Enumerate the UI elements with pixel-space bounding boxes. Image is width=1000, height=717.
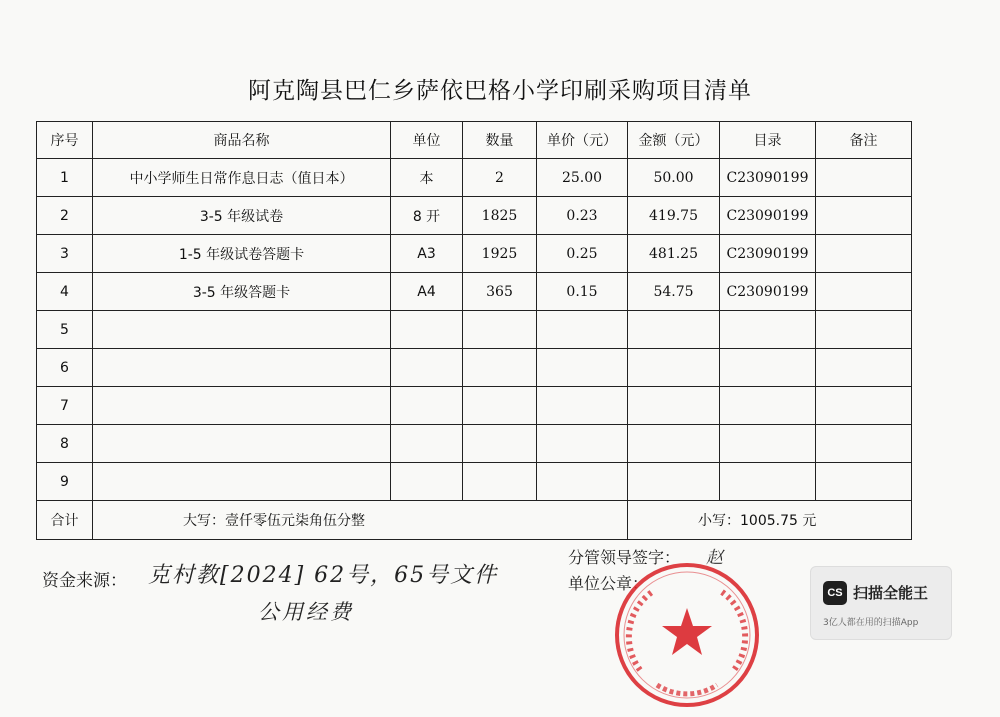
unit-price-cell	[537, 425, 628, 463]
amount-cell	[628, 463, 720, 501]
unit-cell	[391, 387, 463, 425]
item-name-cell: 3-5 年级试卷	[93, 197, 391, 235]
remarks-cell	[816, 425, 912, 463]
amount-cell	[628, 349, 720, 387]
funding-source-handwritten: 克村教[2024] 62号，65号文件	[148, 563, 499, 588]
unit-price-cell: 0.25	[537, 235, 628, 273]
header-cell: 单价（元）	[537, 122, 628, 159]
remarks-cell	[816, 235, 912, 273]
catalog-code-cell: C23090199	[720, 235, 816, 273]
total-amount-words: 大写：壹仟零伍元柒角伍分整	[93, 501, 628, 540]
unit-cell: A4	[391, 273, 463, 311]
leader-signature-label: 分管领导签字：	[568, 548, 681, 567]
quantity-cell: 365	[463, 273, 537, 311]
row-number-cell: 9	[37, 463, 93, 501]
table-row	[37, 197, 912, 235]
item-name-cell	[93, 387, 391, 425]
amount-cell: 481.25	[628, 235, 720, 273]
header-cell: 目录	[720, 122, 816, 159]
row-number-cell: 2	[37, 197, 93, 235]
quantity-cell	[463, 311, 537, 349]
quantity-cell	[463, 387, 537, 425]
quantity-cell	[463, 425, 537, 463]
unit-cell: 本	[391, 159, 463, 197]
remarks-cell	[816, 349, 912, 387]
row-number-cell: 5	[37, 311, 93, 349]
unit-price-cell: 0.23	[537, 197, 628, 235]
table-row	[37, 425, 912, 463]
unit-cell	[391, 425, 463, 463]
header-cell: 备注	[816, 122, 912, 159]
unit-price-cell	[537, 311, 628, 349]
leader-signature: 赵	[706, 548, 723, 568]
camscanner-watermark	[810, 566, 952, 640]
catalog-code-cell: C23090199	[720, 273, 816, 311]
amount-cell: 54.75	[628, 273, 720, 311]
catalog-code-cell	[720, 425, 816, 463]
unit-price-cell	[537, 387, 628, 425]
document-title: 阿克陶县巴仁乡萨依巴格小学印刷采购项目清单	[248, 78, 752, 104]
seal-star-icon	[662, 608, 712, 655]
unit-price-cell: 0.15	[537, 273, 628, 311]
remarks-cell	[816, 273, 912, 311]
amount-cell	[628, 311, 720, 349]
quantity-cell: 1825	[463, 197, 537, 235]
unit-cell: A3	[391, 235, 463, 273]
remarks-cell	[816, 197, 912, 235]
remarks-cell	[816, 311, 912, 349]
table-row	[37, 463, 912, 501]
item-name-cell	[93, 425, 391, 463]
row-number-cell: 8	[37, 425, 93, 463]
amount-cell	[628, 387, 720, 425]
total-label: 合计	[37, 501, 93, 540]
amount-cell: 419.75	[628, 197, 720, 235]
item-name-cell	[93, 463, 391, 501]
table-header-row	[37, 122, 912, 159]
total-row	[37, 501, 912, 540]
header-cell: 数量	[463, 122, 537, 159]
camscanner-name: 扫描全能王	[853, 584, 929, 602]
camscanner-subtitle: 3亿人都在用的扫描App	[823, 618, 919, 628]
header-cell: 单位	[391, 122, 463, 159]
item-name-cell: 1-5 年级试卷答题卡	[93, 235, 391, 273]
table-row	[37, 159, 912, 197]
funding-source-handwritten-2: 公用经费	[258, 600, 354, 624]
catalog-code-cell	[720, 387, 816, 425]
catalog-code-cell: C23090199	[720, 159, 816, 197]
camscanner-logo-icon: CS	[823, 581, 847, 605]
unit-seal-label: 单位公章：	[568, 574, 649, 593]
unit-cell: 8 开	[391, 197, 463, 235]
remarks-cell	[816, 159, 912, 197]
catalog-code-cell	[720, 311, 816, 349]
amount-cell	[628, 425, 720, 463]
table-row	[37, 235, 912, 273]
procurement-table	[36, 121, 912, 540]
header-cell: 商品名称	[93, 122, 391, 159]
catalog-code-cell	[720, 349, 816, 387]
header-cell: 金额（元）	[628, 122, 720, 159]
item-name-cell: 中小学师生日常作息日志（值日本）	[93, 159, 391, 197]
remarks-cell	[816, 463, 912, 501]
unit-price-cell	[537, 349, 628, 387]
table-row	[37, 311, 912, 349]
quantity-cell: 2	[463, 159, 537, 197]
header-cell: 序号	[37, 122, 93, 159]
amount-cell: 50.00	[628, 159, 720, 197]
row-number-cell: 7	[37, 387, 93, 425]
table-row	[37, 349, 912, 387]
official-seal-stamp	[612, 560, 762, 710]
quantity-cell	[463, 349, 537, 387]
unit-cell	[391, 311, 463, 349]
quantity-cell: 1925	[463, 235, 537, 273]
catalog-code-cell	[720, 463, 816, 501]
unit-price-cell: 25.00	[537, 159, 628, 197]
row-number-cell: 1	[37, 159, 93, 197]
item-name-cell: 3-5 年级答题卡	[93, 273, 391, 311]
remarks-cell	[816, 387, 912, 425]
unit-cell	[391, 463, 463, 501]
item-name-cell	[93, 349, 391, 387]
row-number-cell: 4	[37, 273, 93, 311]
funding-source-label: 资金来源：	[42, 571, 127, 591]
unit-cell	[391, 349, 463, 387]
row-number-cell: 3	[37, 235, 93, 273]
table-row	[37, 387, 912, 425]
table-row	[37, 273, 912, 311]
quantity-cell	[463, 463, 537, 501]
catalog-code-cell: C23090199	[720, 197, 816, 235]
total-amount-figures: 小写：1005.75 元	[628, 501, 912, 540]
row-number-cell: 6	[37, 349, 93, 387]
item-name-cell	[93, 311, 391, 349]
unit-price-cell	[537, 463, 628, 501]
